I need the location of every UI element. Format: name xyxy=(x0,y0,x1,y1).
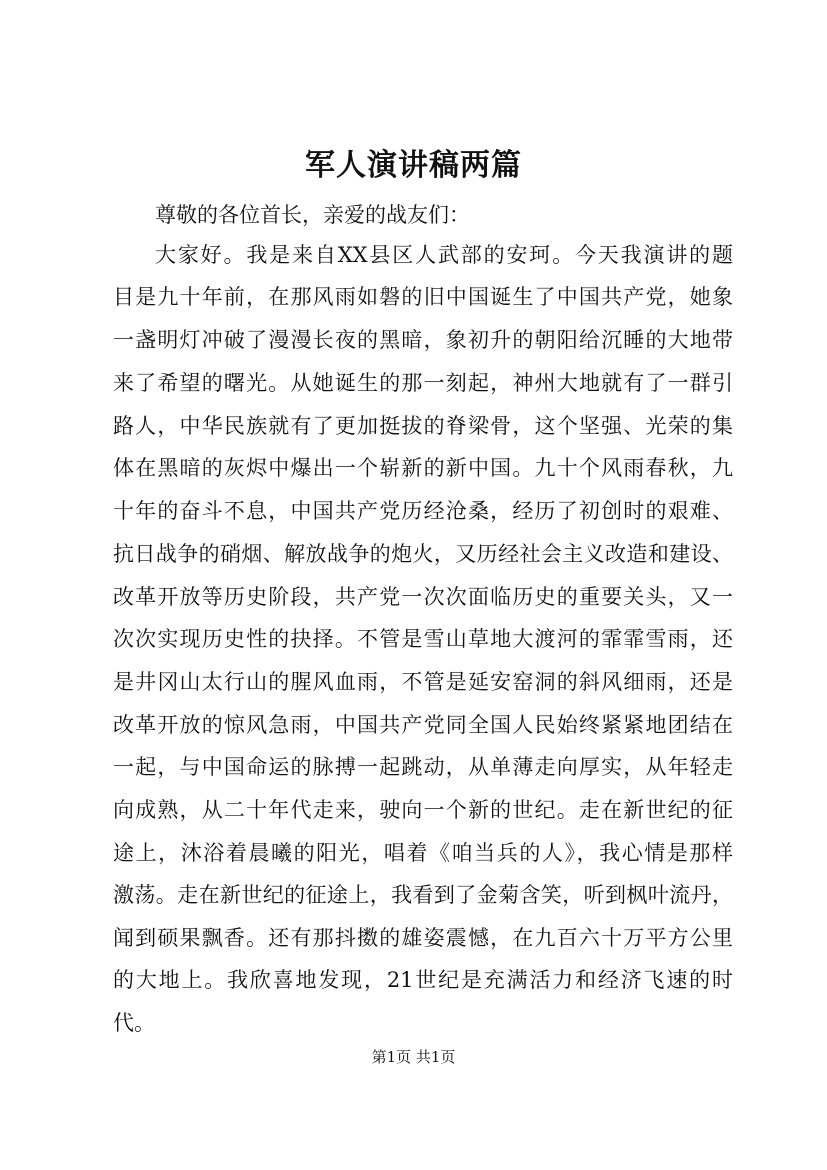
paragraph-line: 改革开放的惊风急雨，中国共产党同全国人民始终紧紧地团结在 xyxy=(113,713,733,737)
paragraph-line: 次次实现历史性的抉择。不管是雪山草地大渡河的霏霏雪雨，还 xyxy=(113,627,733,651)
paragraph-line: 的大地上。我欣喜地发现，21世纪是充满活力和经济飞速的时 xyxy=(113,968,733,992)
paragraph-line: 途上，沐浴着晨曦的阳光，唱着《咱当兵的人》，我心情是那样 xyxy=(113,841,733,865)
salutation: 尊敬的各位首长，亲爱的战友们： xyxy=(155,203,470,227)
paragraph-line: 抗日战争的硝烟、解放战争的炮火，又历经社会主义改造和建设、 xyxy=(113,542,733,566)
paragraph-line: 向成熟，从二十年代走来，驶向一个新的世纪。走在新世纪的征 xyxy=(113,798,733,822)
paragraph-line: 一起，与中国命运的脉搏一起跳动，从单薄走向厚实，从年轻走 xyxy=(113,755,733,779)
paragraph-line: 激荡。走在新世纪的征途上，我看到了金菊含笑，听到枫叶流丹， xyxy=(113,883,733,907)
paragraph-line: 闻到硕果飘香。还有那抖擞的雄姿震憾，在九百六十万平方公里 xyxy=(113,926,733,950)
paragraph-line: 是井冈山太行山的腥风血雨，不管是延安窑洞的斜风细雨，还是 xyxy=(113,670,733,694)
paragraph-line: 改革开放等历史阶段，共产党一次次面临历史的重要关头，又一 xyxy=(113,585,733,609)
paragraph-line: 路人，中华民族就有了更加挺拔的脊梁骨，这个坚强、光荣的集 xyxy=(113,414,733,438)
paragraph-line: 代。 xyxy=(113,1011,155,1035)
page-footer: 第1页 共1页 xyxy=(371,1048,456,1066)
paragraph-line: 一盏明灯冲破了漫漫长夜的黑暗，象初升的朝阳给沉睡的大地带 xyxy=(113,328,733,352)
paragraph-line: 大家好。我是来自XX县区人武部的安珂。今天我演讲的题 xyxy=(155,243,733,267)
paragraph-line: 来了希望的曙光。从她诞生的那一刻起，神州大地就有了一群引 xyxy=(113,371,733,395)
paragraph-line: 目是九十年前，在那风雨如磐的旧中国诞生了中国共产党，她象 xyxy=(113,285,733,309)
paragraph-line: 十年的奋斗不息，中国共产党历经沧桑，经历了初创时的艰难、 xyxy=(113,499,733,523)
paragraph-line: 体在黑暗的灰烬中爆出一个崭新的新中国。九十个风雨春秋，九 xyxy=(113,456,733,480)
document-title: 军人演讲稿两篇 xyxy=(305,148,522,183)
